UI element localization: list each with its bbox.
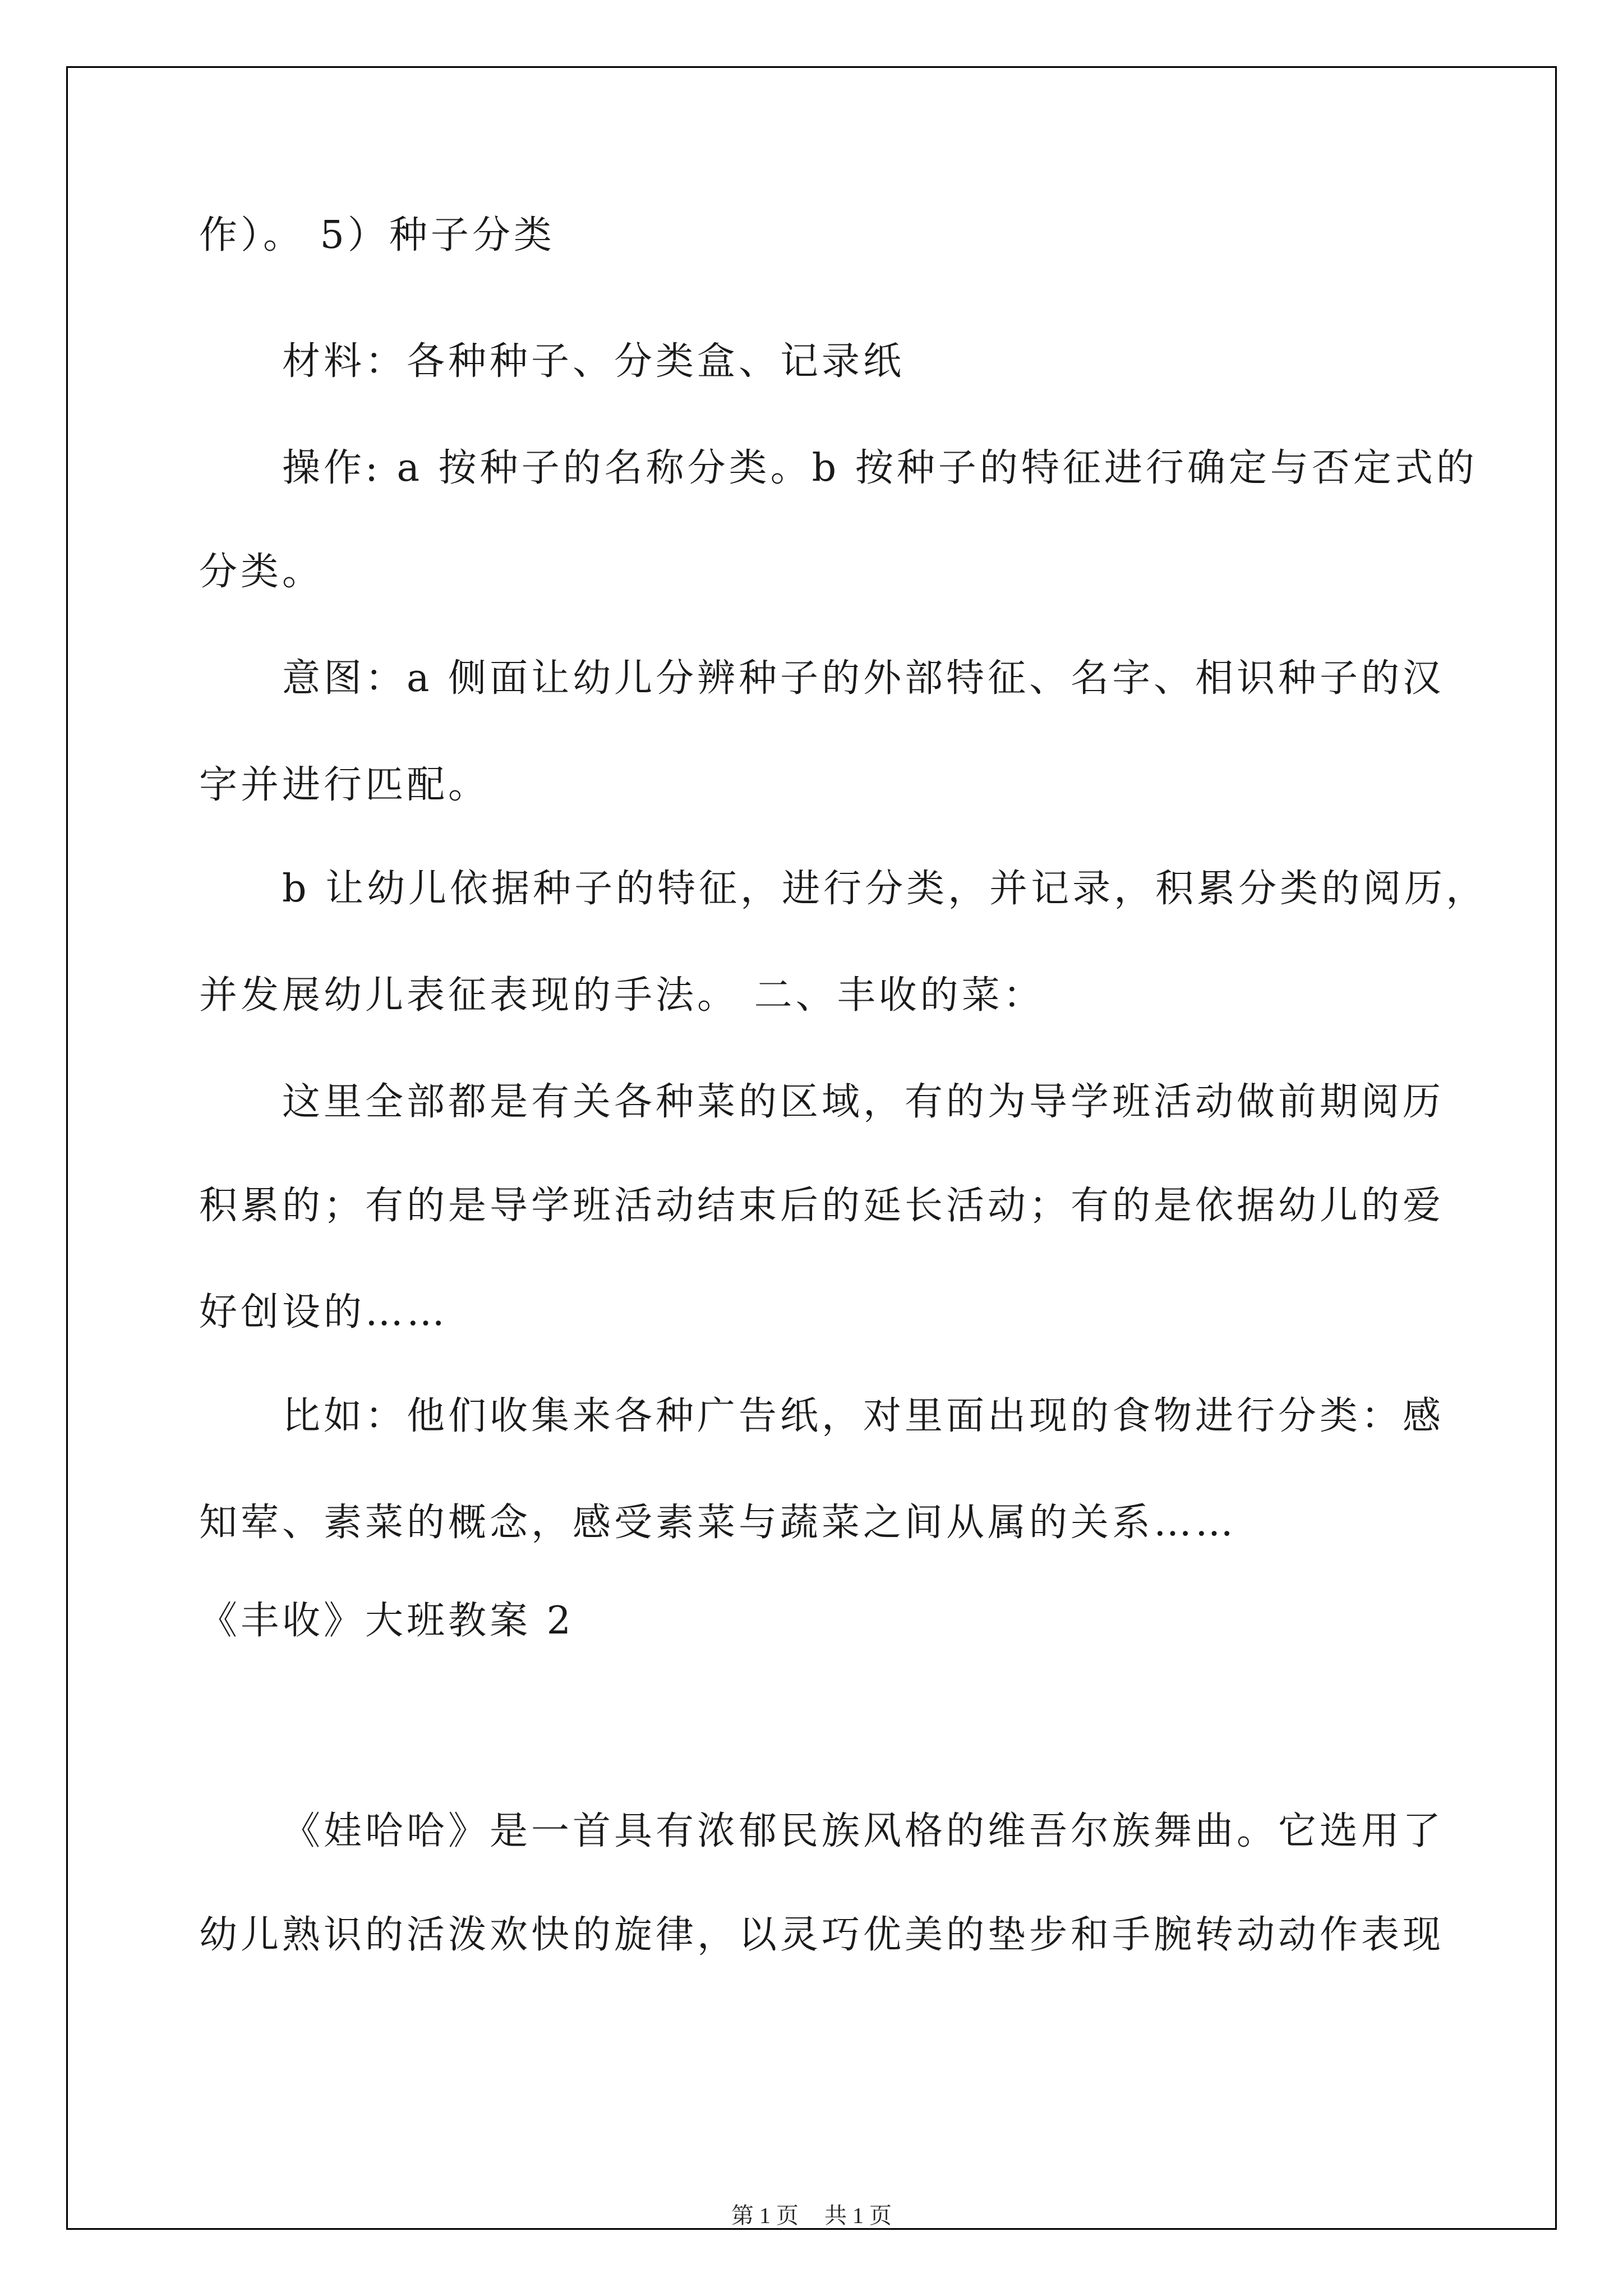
text-line: 意图：a 侧面让幼儿分辨种子的外部特征、名字、相识种子的汉 [282, 656, 1445, 701]
section-heading: 《丰收》大班教案 2 [199, 1599, 574, 1643]
text-line: 比如：他们收集来各种广告纸，对里面出现的食物进行分类：感 [282, 1394, 1445, 1438]
text-line: 《娃哈哈》是一首具有浓郁民族风格的维吾尔族舞曲。它选用了 [282, 1809, 1445, 1853]
text-line: 材料：各种种子、分类盒、记录纸 [282, 339, 905, 384]
text-line: 知荤、素菜的概念，感受素菜与蔬菜之间从属的关系…… [199, 1501, 1237, 1545]
text-line: 操作: a 按种子的名称分类。b 按种子的特征进行确定与否定式的 [282, 446, 1478, 490]
text-line: b 让幼儿依据种子的特征，进行分类，并记录，积累分类的阅历， [282, 867, 1488, 911]
text-line: 并发展幼儿表征表现的手法。 二、丰收的菜： [199, 973, 1045, 1018]
text-line: 字并进行匹配。 [199, 763, 490, 807]
text-line: 幼儿熟识的活泼欢快的旋律，以灵巧优美的垫步和手腕转动动作表现 [199, 1913, 1445, 1957]
text-line: 积累的；有的是导学班活动结束后的延长活动；有的是依据幼儿的爱 [199, 1184, 1445, 1228]
page-total: 共 1 页 [824, 2203, 892, 2228]
page-footer [0, 2202, 1623, 2230]
page-number: 第 1 页 [731, 2203, 799, 2228]
text-line: 作）。 5）种子分类 [199, 213, 555, 257]
text-line: 分类。 [199, 550, 324, 594]
text-line: 好创设的…… [199, 1290, 449, 1335]
page-border [66, 66, 1557, 2230]
text-line: 这里全部都是有关各种菜的区域，有的为导学班活动做前期阅历 [282, 1080, 1445, 1124]
